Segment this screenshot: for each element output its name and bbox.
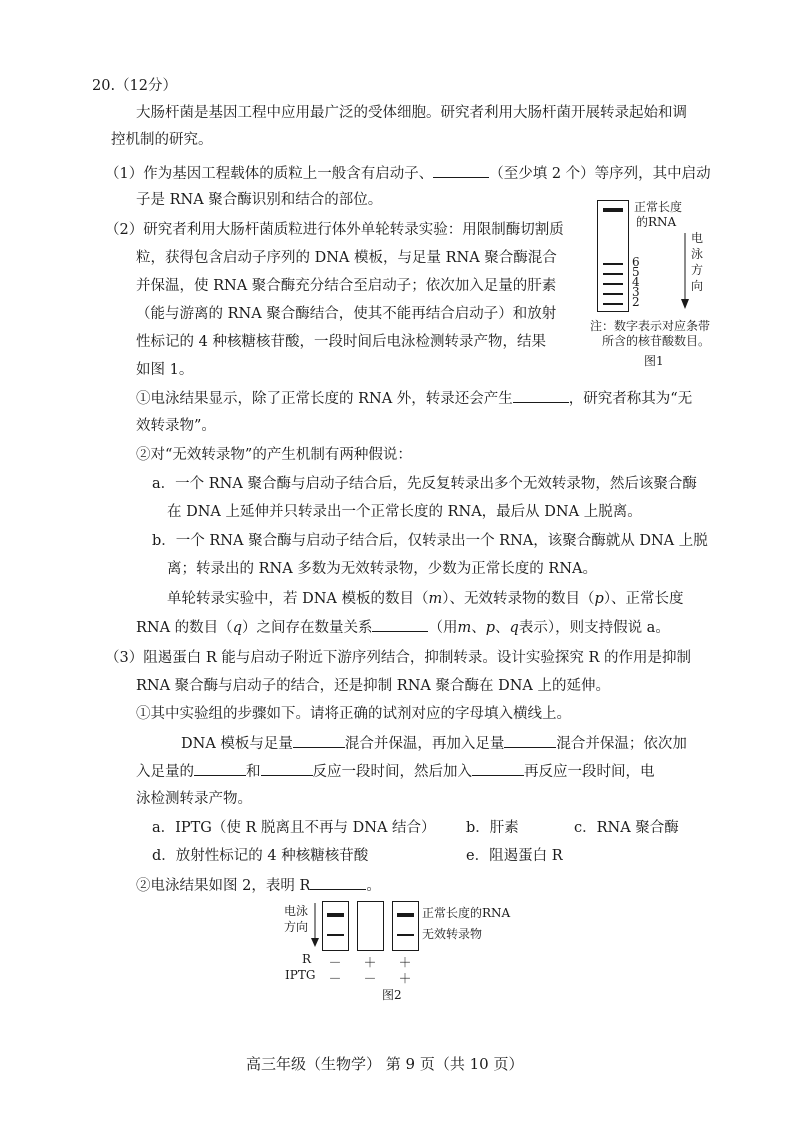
part1-line-1 [105,163,711,184]
condition-sep-1: 、 [471,620,486,636]
part3-text-1: 阻遏蛋白 R 能与启动子附近下游序列结合，抑制转录。设计实验探究 R 的作用是抑制 [143,650,692,666]
figure-2 [282,898,522,1008]
row-r-label: R [302,952,312,966]
r-sign-3: ＋ [398,956,412,971]
band-6 [603,263,623,265]
fig2-label-invalid: 无效转录物 [422,927,483,941]
var-p: p [594,591,604,607]
part3-line-1 [105,648,691,668]
iptg-sign-2: － [363,972,377,987]
step-line-1 [181,733,687,754]
fig1-dir-4: 向 [691,279,704,293]
lane1-band-invalid [327,934,344,936]
band-normal-rna [603,208,623,212]
condition-text-2b: ）之间存在数量关系 [241,620,373,636]
var-p-2: p [485,620,496,636]
var-q-2: q [509,620,519,636]
part2-line-1 [105,220,564,240]
answer-blank-5[interactable] [504,733,556,748]
part2-label: （2） [105,222,144,238]
intro-line-2: 控机制的研究。 [111,132,213,148]
fig2-caption: 图2 [382,988,402,1002]
condition-text-1b: ）、无效转录物的数目（ [442,591,595,607]
iptg-sign-1: － [328,972,342,987]
answer-blank-7[interactable] [261,761,313,776]
gel-lane-2 [357,901,384,951]
band-number-6: 6 [632,255,640,269]
option-b: b．肝素 [466,820,519,836]
q3-1-intro: ①其中实验组的步骤如下。请将正确的试剂对应的字母填入横线上。 [136,706,571,722]
fig1-dir-2: 泳 [691,247,704,261]
answer-blank-4[interactable] [293,733,345,748]
answer-blank-8[interactable] [472,761,524,776]
part1-text-b: （至少填 2 个）等序列，其中启动 [489,166,711,182]
answer-blank-6[interactable] [194,761,246,776]
fig2-label-normal: 正常长度的RNA [422,906,511,920]
part1-line-2: 子是 RNA 聚合酶识别和结合的部位。 [136,192,383,208]
step-text-1b: 混合并保温，再加入足量 [344,736,505,752]
condition-text-2e: 表示），则支持假说 a。 [518,620,670,636]
fig2-down-arrow-icon [311,903,319,947]
fig1-dir-3: 方 [691,263,704,277]
fig1-down-arrow-icon [680,233,690,309]
q3-2-text-b: 。 [366,878,381,894]
condition-text-2a: RNA 的数目（ [136,620,233,636]
band-4 [603,283,623,285]
band-2 [603,303,623,305]
q2-1-text-a: ①电泳结果显示，除了正常长度的 RNA 外，转录还会产生 [136,391,513,407]
hypothesis-a-line-2: 在 DNA 上延伸并只转录出一个正常长度的 RNA，最后从 DNA 上脱离。 [167,504,642,520]
page-footer: 高三年级（生物学） 第 9 页（共 10 页） [246,1055,524,1073]
option-c: c．RNA 聚合酶 [574,820,679,836]
condition-line-2 [136,617,670,638]
q3-2-text-a: ②电泳结果如图 2，表明 R [136,878,311,894]
r-sign-2: ＋ [363,956,377,971]
option-d: d．放射性标记的 4 种核糖核苷酸 [152,848,369,864]
part2-line-6: 如图 1。 [136,362,194,378]
q2-1-line-2: 效转录物”。 [136,418,216,434]
hypothesis-b-line-2: 离；转录出的 RNA 多数为无效转录物，少数为正常长度的 RNA。 [167,561,597,577]
hypothesis-b-line-1: b．一个 RNA 聚合酶与启动子结合后，仅转录出一个 RNA，该聚合酶就从 DNA 上脱 [152,533,708,549]
band-number-4: 4 [632,275,640,289]
part2-line-5: 性标记的 4 种核糖核苷酸，一段时间后电泳检测转录产物，结果 [136,334,546,350]
part3-label: （3） [105,650,144,666]
band-3 [603,293,623,295]
condition-text-1c: ）、正常长度 [603,591,684,607]
lane3-band-normal [397,913,414,917]
var-m: m [428,591,443,607]
gel-lane-3 [392,901,419,951]
fig1-note-2: 所含的核苷酸数目。 [602,334,711,348]
fig1-label-normal-2: 的RNA [636,215,677,229]
fig1-dir-1: 电 [691,231,704,245]
question-header [92,76,177,96]
part2-line-2: 粒，获得包含启动子序列的 DNA 模板，与足量 RNA 聚合酶混合 [136,250,557,266]
question-score: （12分） [115,78,178,94]
answer-blank-3[interactable] [372,617,428,632]
band-5 [603,273,623,275]
lane3-band-invalid [397,934,414,936]
condition-line-1 [167,589,684,609]
q2-1-line-1 [136,388,692,409]
band-number-2: 2 [632,295,640,309]
hypothesis-a-line-1: a．一个 RNA 聚合酶与启动子结合后，先反复转录出多个无效转录物，然后该聚合酶 [152,476,697,492]
option-a: a．IPTG（使 R 脱离且不再与 DNA 结合） [152,820,436,836]
fig1-label-normal-1: 正常长度 [634,200,683,214]
step-text-2d: 再反应一段时间，电 [524,764,655,780]
fig1-caption: 图1 [644,354,664,368]
part2-text-0: 研究者利用大肠杆菌质粒进行体外单轮转录实验：用限制酶切割质 [143,222,564,238]
lane1-band-normal [327,913,344,917]
q2-2-intro: ②对“无效转录物”的产生机制有两种假说： [136,447,412,463]
part2-line-3: 并保温，使 RNA 聚合酶充分结合至启动子；依次加入足量的肝素 [136,278,557,294]
answer-blank-1[interactable] [433,163,489,178]
question-number: 20. [92,78,116,94]
part1-text-a: 作为基因工程载体的质粒上一般含有启动子、 [143,166,434,182]
iptg-sign-3: ＋ [398,972,412,987]
gel-lane-1 [322,901,349,951]
q2-1-text-b: ，研究者称其为“无 [568,391,693,407]
part1-label: （1） [105,166,144,182]
step-line-2 [136,761,655,782]
step-line-3: 泳检测转录产物。 [136,791,252,807]
option-e: e．阻遏蛋白 R [466,848,563,864]
intro-line-1: 大肠杆菌是基因工程中应用最广泛的受体细胞。研究者利用大肠杆菌开展转录起始和调 [136,105,687,121]
step-text-2a: 入足量的 [136,764,194,780]
q3-2-line [136,875,381,896]
var-m-2: m [457,620,472,636]
figure-1 [590,195,710,375]
fig2-dir-1: 电泳 [284,904,309,918]
step-text-1a: DNA 模板与足量 [181,736,293,752]
band-number-5: 5 [632,265,640,279]
condition-text-2c: （用 [428,620,458,636]
fig2-dir-2: 方向 [284,920,309,934]
r-sign-1: － [328,956,342,971]
step-text-2c: 反应一段时间，然后加入 [312,764,472,780]
condition-sep-2: 、 [495,620,510,636]
answer-blank-9[interactable] [310,875,366,890]
fig1-note-1: 注：数字表示对应条带 [590,319,711,333]
condition-text-1a: 单轮转录实验中，若 DNA 模板的数目（ [167,591,429,607]
part3-line-2: RNA 聚合酶与启动子的结合，还是抑制 RNA 聚合酶在 DNA 上的延伸。 [136,678,610,694]
part2-line-4: （能与游离的 RNA 聚合酶结合，使其不能再结合启动子）和放射 [136,306,557,322]
band-number-3: 3 [632,285,640,299]
answer-blank-2[interactable] [513,388,569,403]
gel-lane [597,200,629,312]
row-iptg-label: IPTG [285,968,316,982]
step-text-2b: 和 [246,764,261,780]
step-text-1c: 混合并保温；依次加 [556,736,687,752]
var-q: q [232,620,242,636]
